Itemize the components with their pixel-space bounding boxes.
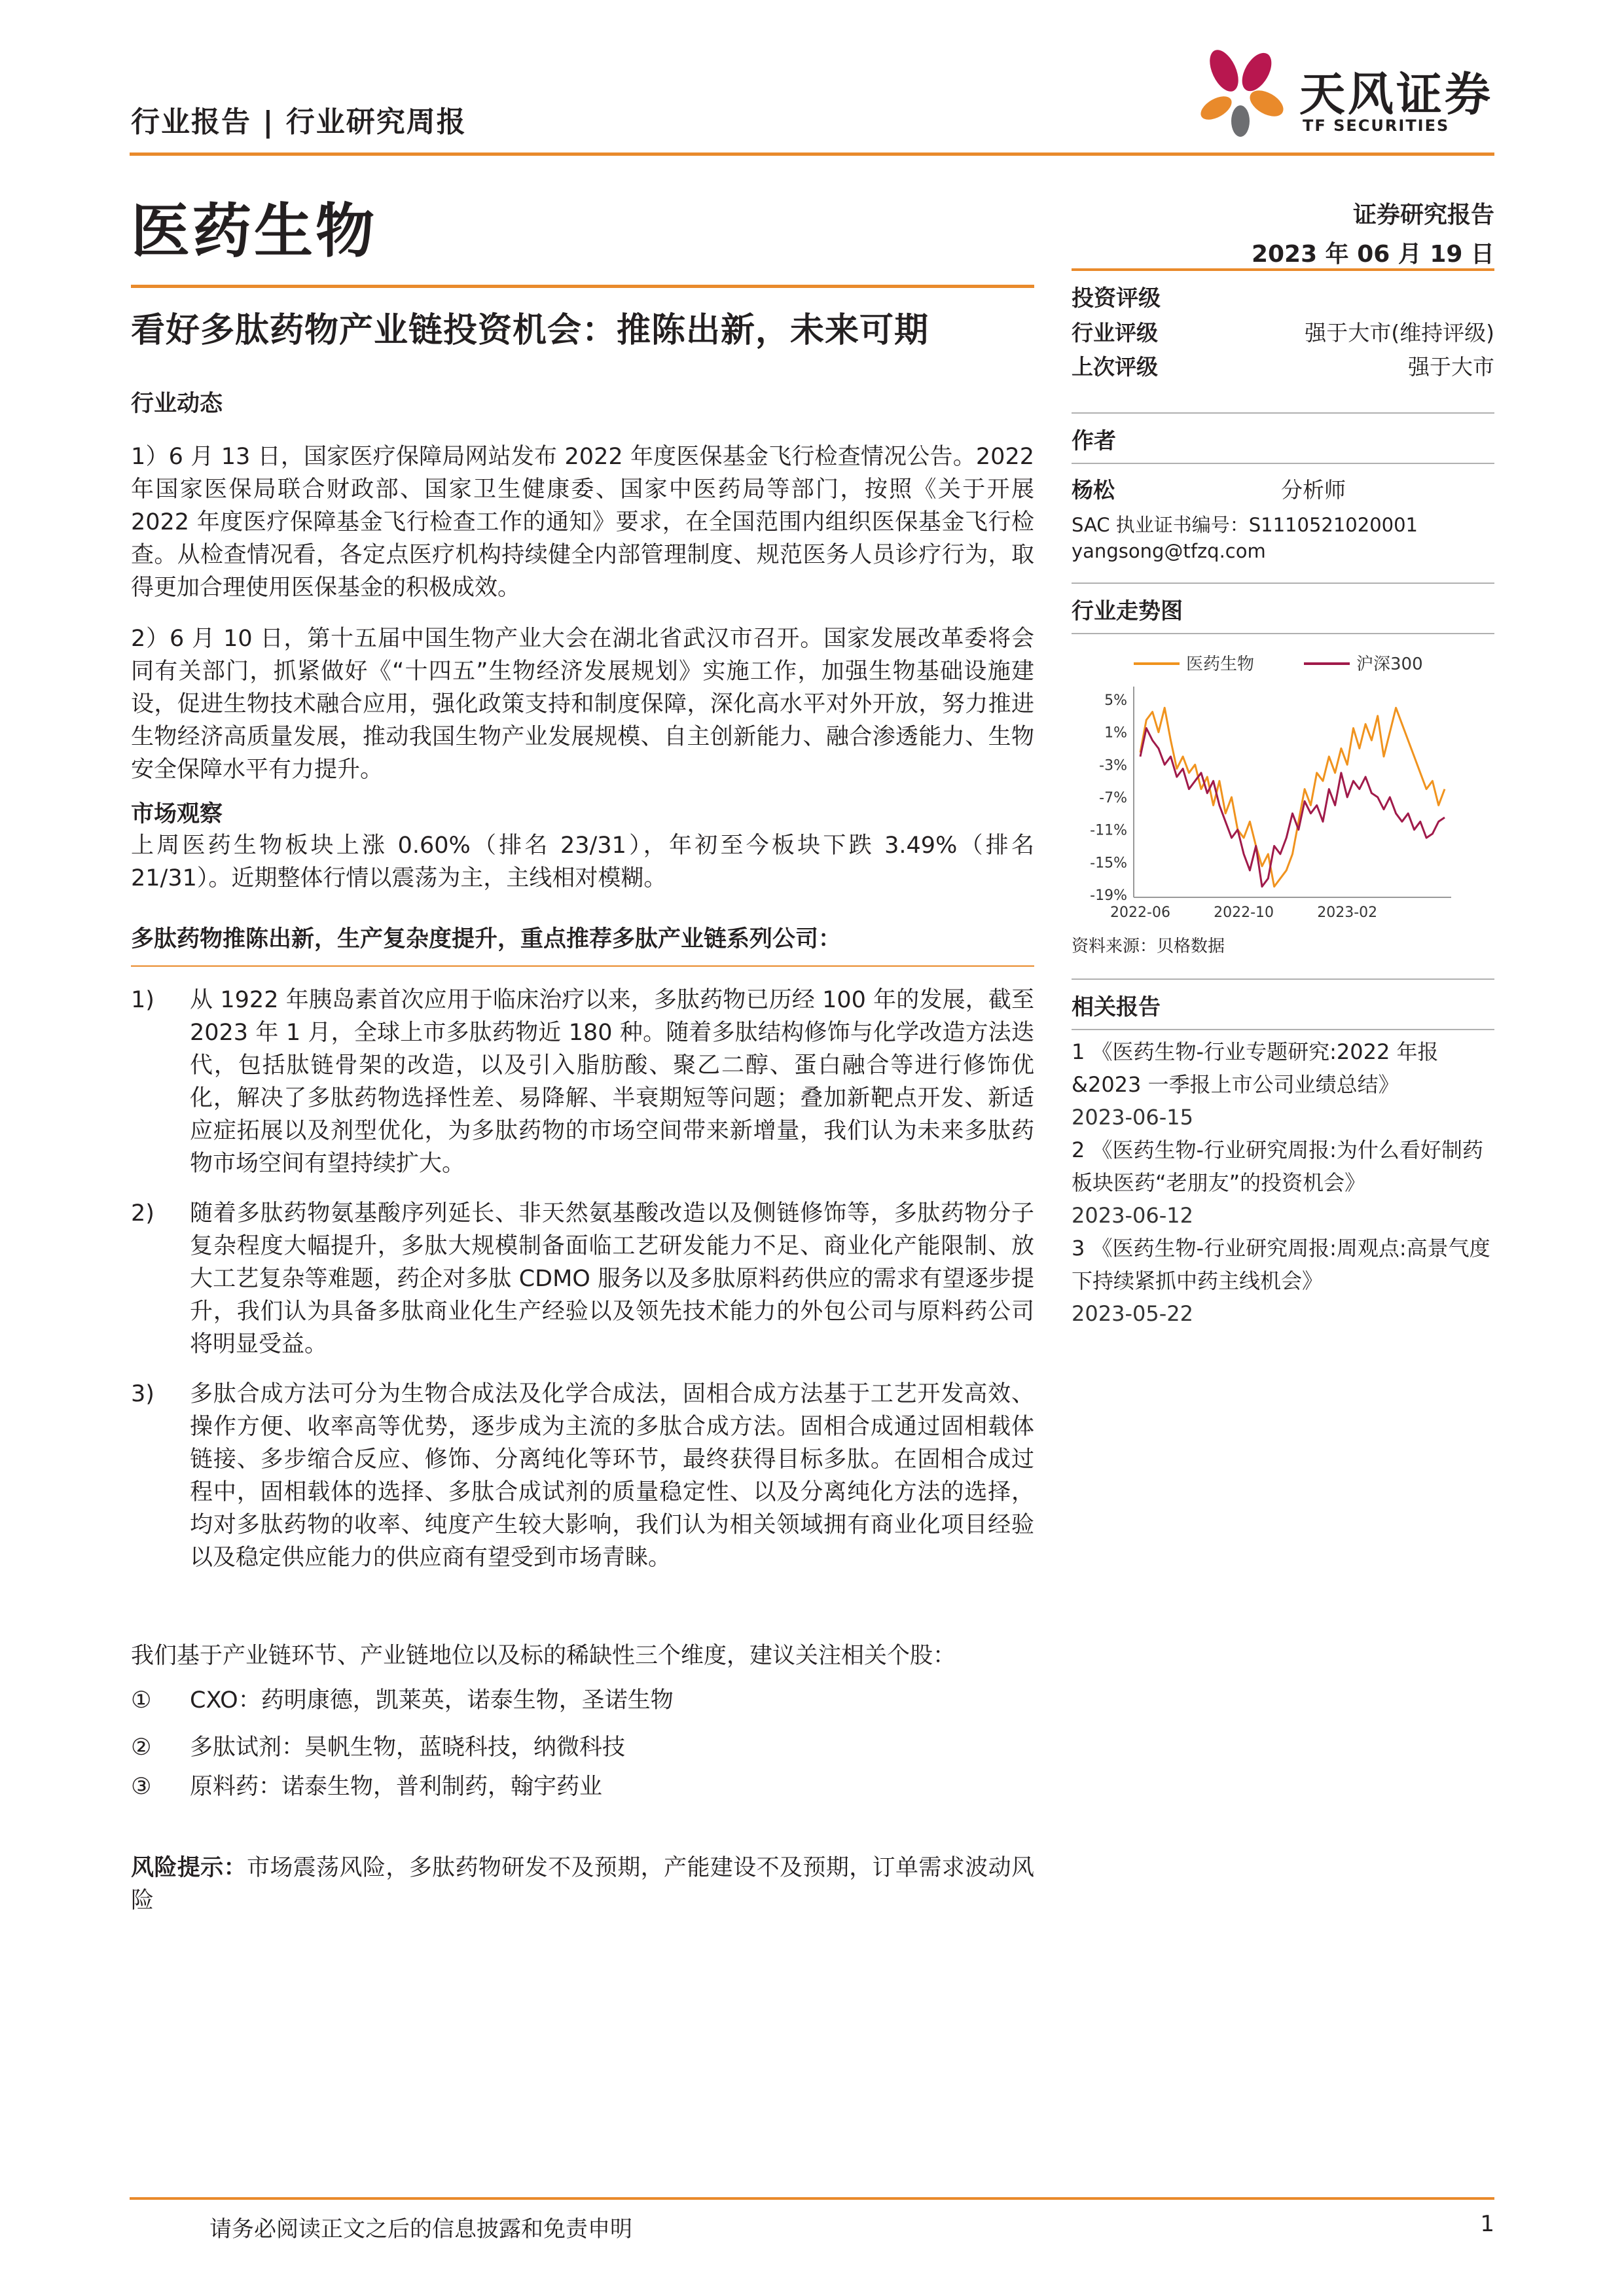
recommend-item-text: CXO：药明康德，凯莱英，诺泰生物，圣诺生物 [190,1687,674,1713]
industry-news-p1: 1）6 月 13 日，国家医疗保障局网站发布 2022 年度医保基金飞行检查情况公告。2022 年国家医保局联合财政部、国家卫生健康委、国家中医药局等部门，按照《关于开展 2022 年度医疗保障基金飞行检查工作的通知》要求，在全国范围内组织医保基金飞行检查。从检查情况看，各定点医疗机构持续健全内部管理制度、规范医务人员诊疗行为，取得更加合理使用医保基金的积极成效。 [131,444,1034,601]
report-type: 证券研究报告 [1352,202,1494,228]
footer-rule [130,2197,1494,2200]
series-line [1140,728,1445,887]
rating-row [1072,350,1494,384]
sidebar-rule [1072,268,1494,271]
peptide-item-num: 3) [131,1381,154,1407]
rating-heading: 投资评级 [1072,285,1161,312]
y-tick-label: -3% [1099,757,1127,774]
trend-heading: 行业走势图 [1072,598,1183,624]
peptide-item-num: 1) [131,987,154,1013]
market-heading: 市场观察 [131,801,223,827]
y-tick-label: 5% [1104,692,1127,709]
related-report-date: 2023-06-15 [1072,1105,1193,1130]
y-tick-label: -19% [1090,888,1127,904]
legend-label: 沪深300 [1356,655,1423,674]
logo-text-cn: 天风证券 [1299,67,1493,121]
trend-rule [1072,583,1494,584]
related-report-date: 2023-05-22 [1072,1301,1193,1326]
header-rule [130,152,1494,156]
y-tick-label: -11% [1090,822,1127,839]
rating-label: 行业评级 [1072,320,1158,346]
page-number: 1 [1480,2211,1494,2237]
report-title: 看好多肽药物产业链投资机会：推陈出新，未来可期 [131,311,929,350]
risk-label: 风险提示： [131,1855,247,1881]
author-email[interactable]: yangsong@tfzq.com [1072,540,1266,562]
trend-sub-rule [1072,633,1494,634]
y-tick-label: 1% [1104,725,1127,742]
author-sub-rule [1072,463,1494,464]
recommend-intro: 我们基于产业链环节、产业链地位以及标的稀缺性三个维度，建议关注相关个股： [131,1643,956,1669]
header-kicker: 行业报告 | 行业研究周报 [131,105,467,139]
author-cert: SAC 执业证书编号：S1110521020001 [1072,514,1418,536]
logo-flower-icon [1191,39,1290,144]
main-column [131,285,1034,1917]
author-name: 杨松 [1072,477,1115,503]
related-report-link[interactable]: 2 《医药生物-行业研究周报:为什么看好制药板块医药“老朋友”的投资机会》 [1072,1138,1483,1195]
peptide-item [131,1378,1034,1574]
peptide-item [131,1197,1034,1361]
related-rule [1072,978,1494,980]
rating-value: 强于大市(维持评级) [1305,320,1494,346]
logo-text-en: TF SECURITIES [1303,117,1450,135]
author-line [1072,473,1494,504]
y-tick-label: -15% [1090,855,1127,872]
related-report-link[interactable]: 3 《医药生物-行业研究周报:周观点:高景气度下持续紧抓中药主线机会》 [1072,1236,1490,1293]
chart-source: 资料来源：贝格数据 [1072,937,1225,956]
recommend-item [131,1770,1034,1803]
peptide-item-text: 从 1922 年胰岛素首次应用于临床治疗以来，多肽药物已历经 100 年的发展，截至 2023 年 1 月，全球上市多肽药物近 180 种。随着多肽结构修饰与化学改造方法迭代，包括肽链骨架的改造，以及引入脂肪酸、聚乙二醇、蛋白融合等进行修饰优化，解决了多肽药物选择性差、易降解、半衰期短等问题；叠加新靶点开发、新适应症拓展以及剂型优化，为多肽药物的市场空间带来新增量，我们认为未来多肽药物市场空间有望持续扩大。 [190,987,1034,1177]
related-report-date: 2023-06-12 [1072,1203,1193,1228]
series-line [1140,708,1445,886]
rating-row [1072,316,1494,350]
sidebar-trend [1072,583,1494,957]
peptide-heading: 多肽药物推陈出新，生产复杂度提升，重点推荐多肽产业链系列公司： [131,926,842,952]
sidebar-related [1072,978,1494,1330]
title-rule [131,285,1034,288]
x-tick-label: 2022-10 [1214,905,1274,921]
recommend-item-num: ② [131,1734,152,1761]
peptide-item-text: 多肽合成方法可分为生物合成法及化学合成法，固相合成方法基于工艺开发高效、操作方便、收率高等优势，逐步成为主流的多肽合成方法。固相合成通过固相载体链接、多步缩合反应、修饰、分离纯化等环节，最终获得目标多肽。在固相合成过程中，固相载体的选择、多肽合成试剂的质量稳定性、以及分离纯化方法的选择，均对多肽药物的收率、纯度产生较大影响，我们认为相关领域拥有商业化项目经验以及稳定供应能力的供应商有望受到市场青睐。 [190,1381,1034,1571]
related-report-link[interactable]: 1 《医药生物-行业专题研究:2022 年报&2023 一季报上市公司业绩总结》 [1072,1039,1439,1097]
recommend-item [131,1684,1034,1717]
sidebar-rating [1072,268,1494,384]
recommend-item [131,1731,1034,1764]
legend-label: 医药生物 [1186,655,1255,674]
recommend-item-text: 多肽试剂：昊帆生物，蓝晓科技，纳微科技 [190,1734,626,1761]
peptide-list [131,984,1034,1574]
peptide-rule [131,965,1034,967]
sector-title: 医药生物 [131,197,377,266]
peptide-item-text: 随着多肽药物氨基酸序列延长、非天然氨基酸改造以及侧链修饰等，多肽药物分子复杂程度大幅提升，多肽大规模制备面临工艺研发能力不足、商业化产能限制、放大工艺复杂等难题，药企对多肽 CDMO 服务以及多肽原料药供应的需求有望逐步提升，我们认为具备多肽商业化生产经验以及领先技术能力的外包公司与原料药公司将明显受益。 [190,1200,1034,1357]
sidebar-author [1072,412,1494,562]
rating-label: 上次评级 [1072,354,1158,380]
recommend-item-num: ① [131,1687,152,1713]
industry-news-p2: 2）6 月 10 日，第十五届中国生物产业大会在湖北省武汉市召开。国家发展改革委将会同有关部门，抓紧做好《“十四五”生物经济发展规划》实施工作，加强生物基础设施建设，促进生物技术融合应用，强化政策支持和制度保障，深化高水平对外开放，努力推进生物经济高质量发展，推动我国生物产业发展规模、自主创新能力、融合渗透能力、生物安全保障水平有力提升。 [131,626,1034,783]
author-rule [1072,412,1494,414]
x-tick-label: 2022-06 [1110,905,1170,921]
company-logo [1191,39,1506,144]
market-text: 上周医药生物板块上涨 0.60%（排名 23/31），年初至今板块下跌 3.49%（排名 21/31）。近期整体行情以震荡为主，主线相对模糊。 [131,833,1034,891]
recommend-item-num: ③ [131,1774,152,1800]
y-tick-label: -7% [1099,790,1127,806]
risk-text: 市场震荡风险，多肽药物研发不及预期，产能建设不及预期，订单需求波动风险 [131,1855,1034,1914]
rating-value: 强于大市 [1408,354,1494,380]
author-heading: 作者 [1072,428,1116,454]
recommend-item-text: 原料药：诺泰生物，普利制药，翰宇药业 [190,1774,603,1800]
industry-news-heading: 行业动态 [131,391,223,417]
peptide-item [131,984,1034,1180]
related-heading: 相关报告 [1072,994,1161,1020]
related-list [1072,1035,1494,1330]
peptide-item-num: 2) [131,1200,154,1227]
trend-chart [1072,647,1477,929]
author-role: 分析师 [1281,477,1346,503]
related-sub-rule [1072,1029,1494,1030]
x-tick-label: 2023-02 [1317,905,1378,921]
footer-disclaimer: 请务必阅读正文之后的信息披露和免责申明 [209,2216,632,2242]
report-date: 2023 年 06 月 19 日 [1251,241,1494,268]
recommend-list [131,1684,1034,1803]
risk-warning [131,1852,1034,1917]
